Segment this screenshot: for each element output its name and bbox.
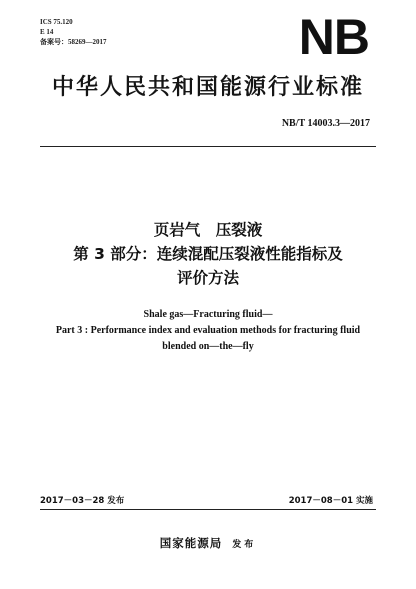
publisher-line — [0, 532, 416, 551]
chinese-title-line-2: 第 3 部分：连续混配压裂液性能指标及 — [73, 245, 343, 263]
publisher-name: 国家能源局 — [159, 536, 223, 550]
bottom-divider — [40, 509, 376, 510]
chinese-title — [0, 218, 416, 290]
classification-code: E 14 — [40, 28, 54, 36]
english-title-line-3: blended on—the—fly — [162, 341, 254, 352]
english-title-line-1: Shale gas—Fracturing fluid— — [143, 309, 273, 320]
record-number: 备案号：58269—2017 — [40, 38, 107, 46]
chinese-title-line-1: 页岩气 压裂液 — [153, 221, 263, 239]
standard-number: NB/T 14003.3—2017 — [281, 118, 370, 129]
publish-action: 发布 — [232, 540, 257, 550]
english-title — [0, 307, 416, 355]
top-divider — [40, 146, 376, 147]
issue-date: 2017－03－28 发布 — [40, 496, 125, 506]
header-metadata — [40, 17, 107, 47]
chinese-title-line-3: 评价方法 — [176, 269, 239, 287]
standard-category-title: 中华人民共和国能源行业标准 — [51, 75, 364, 100]
implementation-date: 2017－08－01 实施 — [288, 496, 373, 506]
english-title-line-2: Part 3 : Performance index and evaluation methods for fracturing fluid — [55, 325, 361, 336]
ics-code: ICS 75.120 — [40, 18, 73, 26]
nb-logo: NB — [298, 9, 369, 65]
